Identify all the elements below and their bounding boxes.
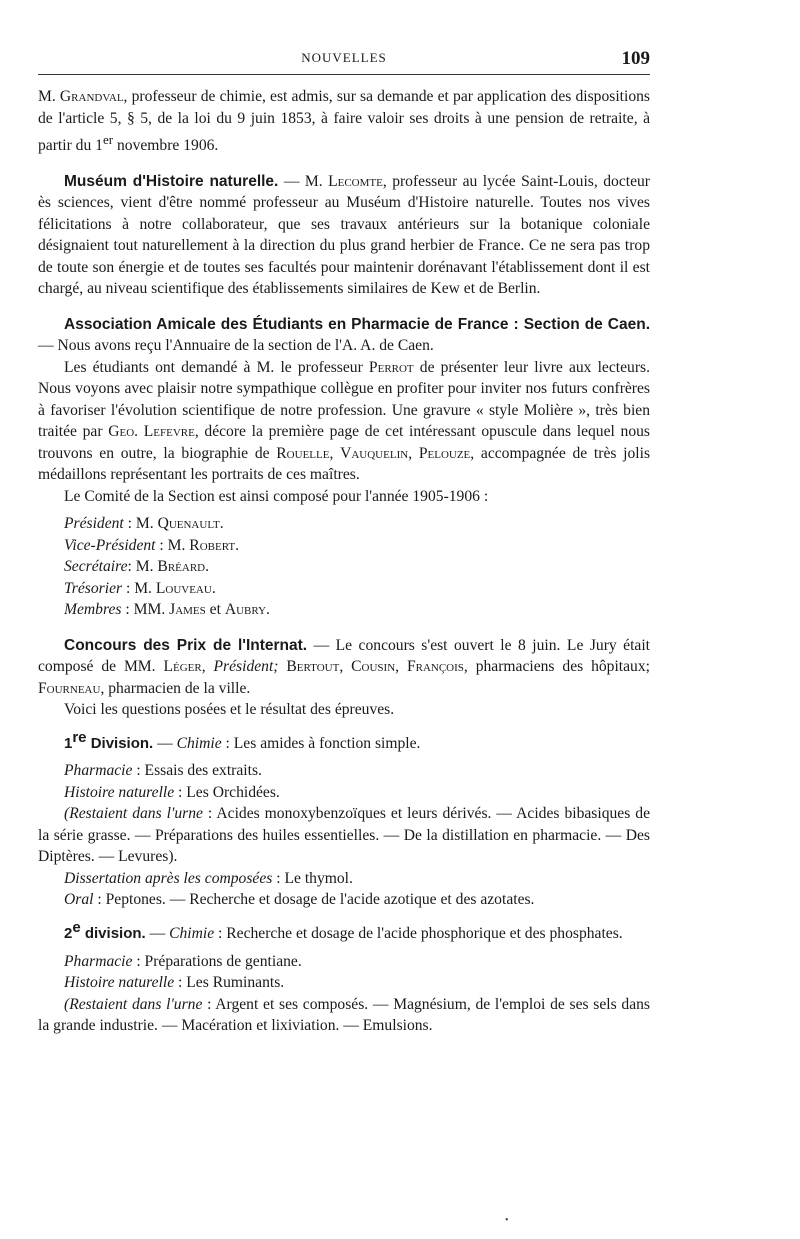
member-role: Membres xyxy=(64,601,122,619)
person-name: Cousin xyxy=(351,658,396,676)
paragraph-comite: Le Comité de la Section est ainsi composé pour l'année 1905-1906 : xyxy=(64,487,489,505)
division-1-urne: (Restaient dans l'urne : Acides monoxybenzoïques et leurs dérivés. — Acides bibasiques de la série grasse. — Préparations des huiles essentielles. — De la distillation en pharmacie. — Des Diptères. — Levures). xyxy=(38,805,650,866)
division-2-histoire: Histoire naturelle : Les Ruminants. xyxy=(64,974,285,992)
person-name: Fourneau xyxy=(38,679,101,697)
paragraph-museum: Muséum d'Histoire naturelle. — M. Lecomte, professeur au lycée Saint-Louis, docteur ès sciences, vient d'être nommé professeur au Muséum d'Histoire naturelle. Toutes nos vives félicitations à notre collaborateur, que ses travaux antérieurs sur la botanique coloniale désignaient tout naturellement à la direction du plus grand herbier de France. Ce ne sera pas trop de toute son énergie et de toutes ses facultés pour maintenir dorénavant l'établissement dont il est chargé, au niveau scientifique des établissements similaires de Kew et de Berlin. xyxy=(38,172,650,298)
member-role: Vice-Président xyxy=(64,536,156,554)
person-name: Rouelle xyxy=(276,444,330,462)
person-name: Aubry xyxy=(224,601,267,619)
person-name: Lecomte xyxy=(328,172,383,190)
division-2-urne: (Restaient dans l'urne : Argent et ses composés. — Magnésium, de l'emploi de ses sels dans la grande industrie. — Macération et lixiviation. — Emulsions. xyxy=(38,995,650,1035)
header-rule xyxy=(38,74,650,75)
person-name: Vauquelin xyxy=(340,444,409,462)
paragraph-association: Association Amicale des Étudiants en Pharmacie de France : Section de Caen. — Nous avons reçu l'Annuaire de la section de l'A. A. de Caen. xyxy=(38,315,650,355)
committee-list xyxy=(64,513,650,621)
section-heading: Muséum d'Histoire naturelle. xyxy=(64,172,279,190)
committee-member: Trésorier : M. Louveau. xyxy=(64,579,216,597)
member-role: Trésorier xyxy=(64,579,123,597)
paragraph-grandval: M. Grandval, professeur de chimie, est admis, sur sa demande et par application des dispositions de l'article 5, § 5, de la loi du 9 juin 1853, à faire valoir ses droits à une pension de retraite, à partir du 1er novembre 1906. xyxy=(38,88,650,155)
division-1-pharmacie: Pharmacie : Essais des extraits. xyxy=(64,762,262,780)
committee-member: Secrétaire: M. Bréard. xyxy=(64,558,210,576)
person-name: Grandval xyxy=(59,88,124,105)
division-1-heading: 1re Division. — Chimie : Les amides à fonction simple. xyxy=(64,728,421,752)
committee-member: Président : M. Quenault. xyxy=(64,515,224,533)
division-1-histoire: Histoire naturelle : Les Orchidées. xyxy=(64,783,280,801)
person-name: Geo. Lefevre xyxy=(108,423,195,441)
person-name: Perrot xyxy=(368,358,414,376)
person-name: Louveau xyxy=(155,579,212,597)
page-body xyxy=(38,86,650,1037)
section-heading: Association Amicale des Étudiants en Pharmacie de France : Section de Caen. xyxy=(64,315,650,333)
person-name: Robert xyxy=(189,536,236,554)
committee-member: Membres : MM. James et Aubry. xyxy=(64,601,270,619)
paragraph-questions: Voici les questions posées et le résultat des épreuves. xyxy=(64,701,395,719)
person-name: Pelouze xyxy=(418,444,471,462)
division-2-heading: 2e division. — Chimie : Recherche et dosage de l'acide phosphorique et des phosphates. xyxy=(64,918,623,943)
division-1-dissertation: Dissertation après les composées : Le thymol. xyxy=(64,869,353,887)
person-name: Bertout xyxy=(286,658,340,676)
section-heading: Concours des Prix de l'Internat. xyxy=(64,636,308,654)
running-title: NOUVELLES xyxy=(301,50,387,65)
person-name: François xyxy=(406,658,464,676)
person-name: Quenault xyxy=(157,515,220,533)
person-name: Léger xyxy=(163,658,202,676)
division-1-oral: Oral : Peptones. — Recherche et dosage de l'acide azotique et des azotates. xyxy=(64,891,535,909)
member-role: Secrétaire xyxy=(64,558,128,576)
committee-member: Vice-Président : M. Robert. xyxy=(64,536,239,554)
person-name: Bréard xyxy=(157,558,206,576)
division-2-pharmacie: Pharmacie : Préparations de gentiane. xyxy=(64,952,302,970)
paragraph-association-body: Les étudiants ont demandé à M. le professeur Perrot de présenter leur livre aux lecteurs. Nous voyons avec plaisir notre sympathique collègue en profiter pour inviter nos futurs confrères à favoriser l'évolution scientifique de notre profession. Une gravure « style Molière », très bien traitée par Geo. Lefevre, décore la première page de cet intéressant opuscule dans lequel nous trouvons en outre, la biographie de Rouelle, Vauquelin, Pelouze, accompagnée de très jolis médaillons représentant les portraits de ces maîtres. xyxy=(38,358,651,484)
member-role: Président xyxy=(64,515,124,533)
page-number: 109 xyxy=(621,48,650,69)
person-name: James xyxy=(169,601,206,619)
print-speck: • xyxy=(505,1215,509,1226)
paragraph-concours: Concours des Prix de l'Internat. — Le concours s'est ouvert le 8 juin. Le Jury était composé de MM. Léger, Président; Bertout, Cousin, François, pharmaciens des hôpitaux; Fourneau, pharmacien de la ville. xyxy=(38,636,650,697)
running-header xyxy=(38,48,650,70)
